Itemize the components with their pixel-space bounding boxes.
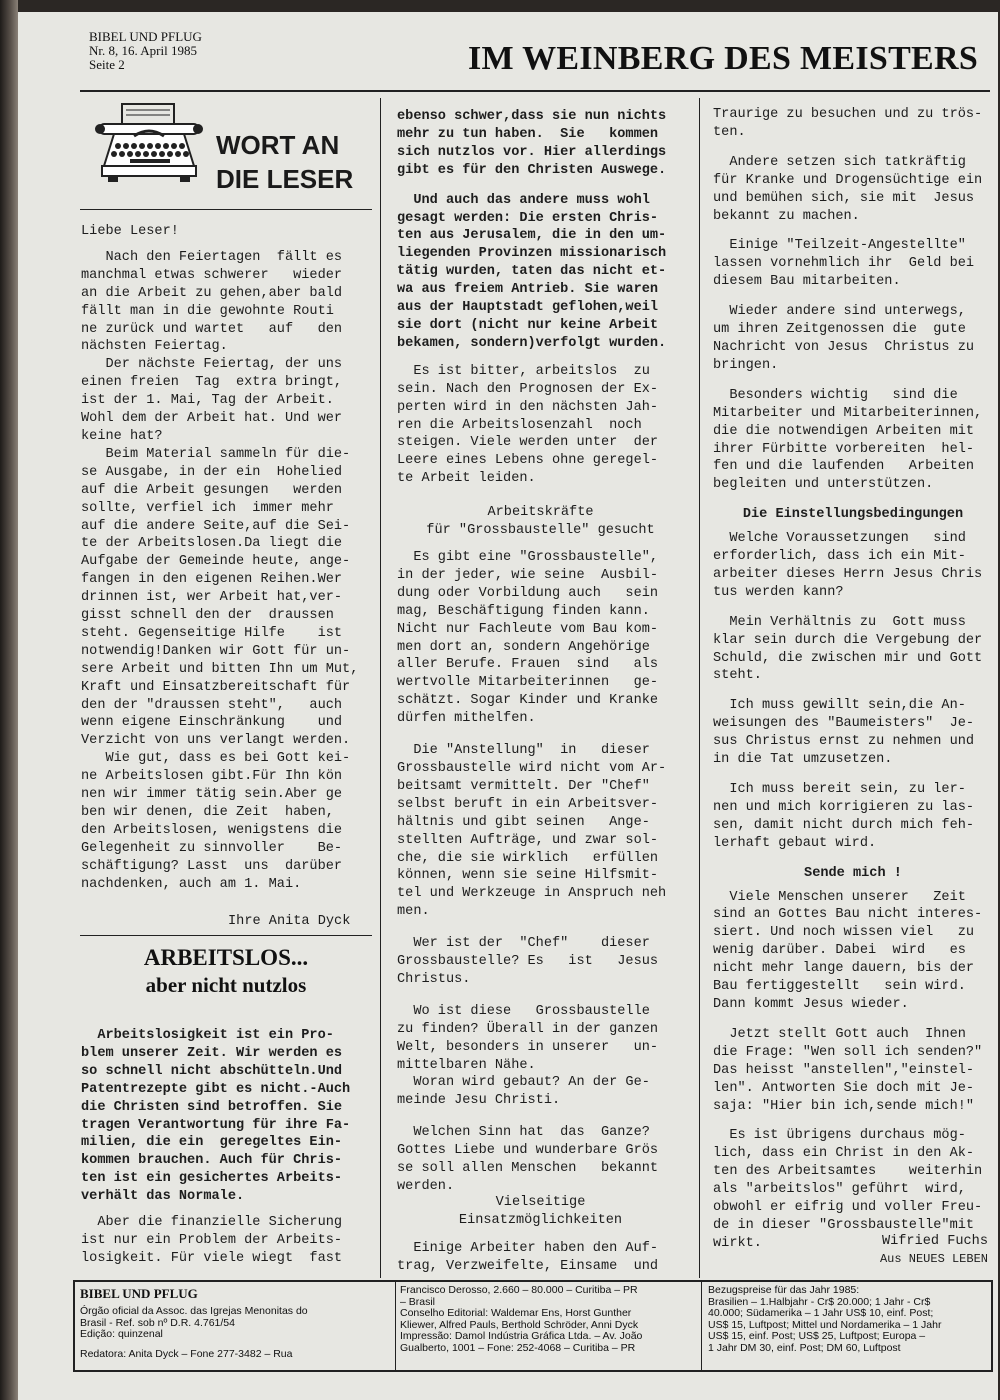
text-line: Christus. (397, 971, 471, 987)
text-line: die Christen sind betroffen. Sie (81, 1099, 343, 1115)
text-line: schäftigung? Lasst uns darüber (81, 858, 343, 874)
text-line: als "arbeitslos" geführt wird, (713, 1182, 966, 1198)
column-3-body (713, 106, 993, 1253)
text-line: Es ist bitter, arbeitslos zu (397, 363, 650, 379)
text-line: se Ausgabe, in der ein Hohelied (81, 464, 343, 480)
text-line: die Frage: "Wen soll ich senden?" (713, 1044, 983, 1060)
imprint-line: Órgão oficial da Assoc. das Igrejas Menonitas do (80, 1305, 308, 1317)
text-line: Mitarbeiter und Mitarbeiterinnen, (713, 405, 983, 421)
text-line: stellten Aufträge, und zwar sol- (397, 832, 659, 848)
text-line: Wohl dem der Arbeit hat. Und wer (81, 411, 343, 427)
text-line: obwohl er eifrig und voller Freu- (713, 1200, 983, 1216)
text-line: perten wird in den nächsten Jah- (397, 399, 659, 415)
text-line: Der nächste Feiertag, der uns (81, 357, 343, 373)
issue-date: Nr. 8, 16. April 1985 (89, 43, 197, 58)
text-line: Grossbaustelle? Es ist Jesus (397, 954, 659, 970)
author-name: Wifried Fuchs (881, 1234, 988, 1249)
text-line: liegenden Provinzen missionarisch (397, 246, 667, 262)
header-rule (80, 90, 990, 92)
text-line: nicht mehr lange dauern, bis der (713, 961, 975, 977)
text-line: Schuld, die zwischen mir und Gott (713, 650, 983, 666)
subheading-einstellung: Die Einstellungsbedingungen (742, 507, 964, 523)
text-line: gesagt werden: Die ersten Chris- (397, 210, 659, 226)
article2-headline (80, 944, 372, 998)
article2-subtitle: aber nicht nutzlos (145, 973, 307, 997)
text-line: steht. (713, 668, 762, 684)
text-line: milien, die ein geregeltes Ein- (81, 1135, 343, 1151)
imprint-left (80, 1286, 308, 1360)
text-line: sen, damit nicht durch mich feh- (713, 817, 975, 833)
text-line: Mein Verhältnis zu Gott muss (713, 614, 966, 630)
text-line: Besonders wichtig sind die (713, 387, 958, 403)
subheading-line: Arbeitskräfte (487, 505, 594, 520)
text-line: Und auch das andere muss wohl (397, 192, 650, 208)
text-line: aller Berufe. Frauen sind als (397, 657, 659, 673)
text-line: auf die andere Seite,auf die Sei- (81, 518, 351, 534)
text-line: Grossbaustelle wird nicht vom Ar- (397, 760, 667, 776)
text-line: weisungen des "Baumeisters" Je- (713, 716, 975, 732)
imprint-line: Impressão: Damol Indústria Gráfica Ltda. – Av. João (400, 1330, 643, 1343)
column-2-body (397, 108, 666, 488)
text-line: men dort an, sondern Angehörige (397, 639, 650, 655)
source-name: Aus NEUES LEBEN (879, 1251, 988, 1266)
text-line: ne Arbeitslosen gibt.Für Ihn kön (81, 769, 343, 785)
masthead-info (89, 30, 202, 72)
text-line: Gottes Liebe und wunderbare Grös (397, 1143, 659, 1159)
text-line: sie dort (nicht nur keine Arbeit (397, 317, 659, 333)
price-line: 1 Jahr DM 30, einf. Post; DM 60, Luftpost (708, 1341, 901, 1354)
editor-signature: Ihre Anita Dyck (228, 914, 351, 929)
text-line: meinde Jesu Christi. (397, 1093, 561, 1109)
text-line: die die notwendigen Arbeiten mit (713, 423, 975, 439)
subheading-sende-mich: Sende mich ! (804, 865, 902, 881)
price-line: US$ 15, einf. Post; US$ 25, Luftpost; Europa – (708, 1330, 926, 1343)
text-line: ten des Arbeitsamtes weiterhin (713, 1164, 983, 1180)
text-line: sollte, verfiel ich immer mehr (81, 500, 334, 516)
text-line: men. (397, 904, 430, 920)
text-line: ihrer Fürbitte vorbereiten hel- (713, 441, 975, 457)
text-line: kommen brauchen. Auch für Chris- (81, 1153, 343, 1169)
imprint-right (708, 1285, 941, 1355)
text-line: bringen. (713, 357, 779, 373)
text-line: gisst schnell den der draussen (81, 608, 334, 624)
text-line: Ich muss gewillt sein,die An- (713, 698, 966, 714)
text-line: sere Arbeit und bitten Ihn um Mut, (81, 661, 359, 677)
text-line: Wieder andere sind unterwegs, (713, 304, 966, 320)
text-line: tel und Werkzeuge in Anspruch neh (397, 886, 667, 902)
text-line: wertvolle Mitarbeiterinnen ge- (397, 675, 659, 691)
imprint-title: BIBEL UND PFLUG (80, 1286, 198, 1301)
text-line: Verzicht von uns verlangt werden. (81, 733, 351, 749)
text-line: Liebe Leser! (81, 224, 179, 239)
text-line: Beim Material sammeln für die- (81, 446, 351, 462)
imprint-divider-2 (701, 1282, 702, 1370)
text-line: nachdenken, auch am 1. Mai. (81, 876, 302, 892)
text-line: losigkeit. Für viele wiegt fast (81, 1250, 343, 1266)
text-line: ne zurück und wartet auf den (81, 321, 343, 337)
subheading-line: für "Grossbaustelle" gesucht (426, 522, 655, 538)
price-line: Brasilien – 1.Halbjahr - Cr$ 20.000; 1 Jahr - Cr$ (708, 1295, 931, 1308)
text-line: Die "Anstellung" in dieser (397, 743, 650, 759)
text-line: che, die sie wirklich erfüllen (397, 850, 659, 866)
masthead-name: BIBEL UND PFLUG (89, 29, 202, 44)
text-line: Andere setzen sich tatkräftig (713, 154, 966, 170)
text-line: Einige Arbeiter haben den Auf- (397, 1241, 659, 1256)
text-line: nächsten Feiertag. (81, 339, 228, 355)
imprint-divider-1 (395, 1282, 396, 1370)
page-number: Seite 2 (89, 57, 125, 72)
text-line: nen wir immer tätig sein.Aber ge (81, 787, 343, 803)
text-line: te der Arbeitslosen.Da liegt die (81, 536, 343, 552)
price-line: Bezugspreise für das Jahr 1985: (708, 1284, 860, 1296)
imprint-line: Conselho Editorial: Waldemar Ens, Horst Gunther (400, 1307, 632, 1320)
text-line: erforderlich, dass ich ein Mit- (713, 549, 966, 565)
headline-line-1: WORT AN (216, 130, 340, 160)
text-line: Es ist übrigens durchaus mög- (713, 1128, 966, 1144)
text-line: Gelegenheit zu sinnvoller Be- (81, 840, 343, 856)
article-headline (216, 128, 353, 196)
text-line: Einige "Teilzeit-Angestellte" (713, 238, 966, 254)
text-line: Welche Voraussetzungen sind (713, 531, 966, 547)
text-line: se soll allen Menschen bekannt (397, 1161, 659, 1177)
text-line: begleiten und unterstützen. (713, 477, 934, 493)
text-line: auf die Arbeit gesungen werden (81, 482, 343, 498)
text-line: selbst beruft in ein Arbeitsver- (397, 796, 659, 812)
wort-an-die-leser-body (81, 223, 376, 894)
text-line: Aber die finanzielle Sicherung (81, 1215, 343, 1231)
text-line: ebenso schwer,dass sie nun nichts (397, 109, 667, 124)
text-line: mag, Beschäftigung finden kann. (397, 603, 650, 619)
column-rule-1 (380, 98, 381, 1278)
text-line: steht. Gegenseitige Hilfe ist (81, 625, 343, 641)
text-line: werden. (397, 1179, 455, 1194)
headline-line-2: DIE LESER (216, 164, 354, 194)
text-line: sich nutzlos vor. Hier allerdings (397, 144, 667, 160)
imprint-middle (400, 1285, 642, 1355)
text-line: für Kranke und Drogensüchtige ein (713, 172, 983, 188)
subheading-einsatz (388, 1194, 693, 1230)
author-block (878, 1233, 988, 1269)
text-line: aus der Hauptstadt geflohen,weil (397, 300, 659, 316)
text-line: Welt, besonders in unserer un- (397, 1039, 659, 1055)
price-line: US$ 15, Luftpost; Mittel und Nordamerika – 1 Jahr (708, 1318, 942, 1331)
text-line: Welchen Sinn hat das Ganze? (397, 1125, 650, 1141)
text-line: ben wir denen, die Zeit haben, (81, 805, 334, 820)
text-line: wa aus freiem Antrieb. Sie waren (397, 282, 659, 298)
text-line: Viele Menschen unserer Zeit (713, 889, 966, 905)
text-line: Bau fertiggestellt sein wird. (713, 979, 966, 995)
text-line: ren die Arbeitslosenzahl noch (397, 417, 642, 433)
text-line: saja: "Hier bin ich,sende mich!" (713, 1098, 975, 1114)
text-line: Es gibt eine "Grossbaustelle", (397, 550, 659, 565)
text-line: Ich muss bereit sein, zu ler- (713, 782, 966, 797)
text-line: te Arbeit leiden. (397, 471, 536, 487)
text-line: wenig darüber. Dabei wird es (713, 943, 966, 959)
text-line: lassen vornehmlich ihr Geld bei (713, 256, 975, 272)
text-line: bekamen, sondern)verfolgt wurden. (397, 335, 667, 351)
text-line: fällt man in die gewohnte Routi (81, 303, 334, 319)
text-line: Patentrezepte gibt es nicht.-Auch (81, 1081, 351, 1097)
text-line: manchmal etwas schwerer wieder (81, 267, 343, 283)
text-line: bekannt zu machen. (713, 208, 860, 224)
text-line: dung oder Vorbildung auch sein (397, 585, 659, 601)
text-line: Wo ist diese Grossbaustelle (397, 1003, 650, 1019)
text-line: beitsamt vermittelt. Der "Chef" (397, 778, 650, 794)
text-line: Leere eines Lebens ohne geregel- (397, 453, 659, 469)
text-line: fen und die laufenden Arbeiten (713, 459, 975, 475)
article-separator-rule (80, 935, 372, 936)
text-line: verhält das Normale. (81, 1189, 245, 1205)
text-line: Nachricht von Jesus Christus zu (713, 339, 975, 355)
imprint-line: Edição: quinzenal (80, 1328, 163, 1341)
text-line: zu finden? Überall in der ganzen (397, 1021, 659, 1037)
text-line: lich, dass ein Christ in den Ak- (713, 1146, 975, 1162)
subheading-line: Einsatzmöglichkeiten (458, 1212, 623, 1228)
text-line: in der jeder, wie seine Ausbil- (397, 567, 659, 583)
text-line: einen freien Tag extra bringt, (81, 375, 343, 391)
text-line: ten ist ein gesichertes Arbeits- (81, 1171, 343, 1187)
subheading-line: Vielseitige (495, 1195, 586, 1210)
text-line: sus Christus ernst zu nehmen und (713, 734, 975, 750)
text-line: wirkt. (713, 1235, 762, 1251)
text-line: Woran wird gebaut? An der Ge- (397, 1075, 650, 1091)
text-line: und bemühen sich, sie mit Jesus (713, 190, 975, 206)
text-line: tus werden kann? (713, 584, 844, 600)
text-line: an die Arbeit zu gehen,aber bald (81, 285, 343, 301)
imprint-line: Francisco Derosso, 2.660 – 80.000 – Curitiba – PR (400, 1284, 638, 1296)
text-line: in die Tat umzusetzen. (713, 752, 893, 768)
text-line: Nicht nur Fachleute vom Bau kom- (397, 621, 659, 637)
text-line: hältnis und gibt seinen Ange- (397, 814, 650, 830)
text-line: Dann kommt Jesus wieder. (713, 996, 909, 1012)
typewriter-icon (94, 100, 204, 191)
imprint-line: Brasil - Ref. sob nº D.R. 4.761/54 (80, 1316, 235, 1329)
page-title: IM WEINBERG DES MEISTERS (468, 40, 979, 77)
text-line: den Arbeitslosen, wenigstens die (81, 822, 343, 838)
text-line: klar sein durch die Vergebung der (713, 632, 983, 648)
text-line: sind an Gottes Bau nicht interes- (713, 907, 983, 923)
text-line: drinnen ist, wer Arbeit hat,ver- (81, 590, 343, 606)
text-line: Wie gut, dass es bei Gott kei- (81, 751, 351, 767)
text-line: ist nur ein Problem der Arbeits- (81, 1232, 343, 1248)
text-line: Jetzt stellt Gott auch Ihnen (713, 1026, 966, 1042)
imprint-line: Redatora: Anita Dyck – Fone 277-3482 – Rua (80, 1347, 293, 1360)
subheading-arbeitskraefte (388, 504, 693, 540)
text-line: Das heisst "anstellen","einstel- (713, 1062, 975, 1078)
text-line: ten. (713, 124, 746, 140)
column-2-body-b (397, 549, 666, 1196)
article2-title: ARBEITSLOS... (143, 945, 309, 970)
text-line: ten aus Jerusalem, die in den um- (397, 228, 667, 244)
newspaper-page (18, 12, 998, 1400)
text-line: ist der 1. Mai, Tag der Arbeit. (81, 393, 334, 409)
text-line: Aufgabe der Gemeinde heute, ange- (81, 554, 351, 570)
headline-rule (80, 209, 372, 210)
text-line: keine hat? (81, 428, 163, 444)
text-line: siert. Und noch wissen viel zu (713, 925, 975, 941)
text-line: tragen Verantwortung für ihre Fa- (81, 1117, 351, 1133)
price-line: 40.000; Südamerika – 1 Jahr US$ 10, einf. Post; (708, 1307, 934, 1320)
text-line: steigen. Viele werden unter der (397, 435, 659, 451)
text-line: gibt es für den Christen Auswege. (397, 162, 667, 178)
text-line: nen und mich korrigieren zu las- (713, 799, 975, 815)
text-line: so schnell nicht abschütteln.Und (81, 1063, 343, 1079)
text-line: mittelbaren Nähe. (397, 1057, 536, 1073)
text-line: tätig wurden, taten das nicht et- (397, 264, 667, 280)
column-2-body-c (397, 1240, 658, 1276)
imprint-line: – Brasil (400, 1295, 436, 1308)
text-line: dürfen mithelfen. (397, 711, 536, 727)
text-line: blem unserer Zeit. Wir werden es (81, 1045, 343, 1061)
text-line: Traurige zu besuchen und zu trös- (713, 107, 983, 122)
text-line: Kraft und Einsatzbereitschaft für (81, 679, 351, 695)
book-binding-edge (0, 0, 18, 1400)
text-line: Wer ist der "Chef" dieser (397, 936, 650, 952)
text-line: diesem Bau mitarbeiten. (713, 274, 901, 290)
column-rule-2 (699, 98, 700, 1278)
text-line: notwendig!Danken wir Gott für un- (81, 643, 351, 659)
imprint-line: Kliewer, Alfred Pauls, Berthold Schröder, Anni Dyck (400, 1318, 639, 1331)
text-line: fangen in den eigenen Reihen.Wer (81, 572, 343, 588)
article2-body (81, 1027, 350, 1268)
text-line: len". Antworten Sie doch mit Je- (713, 1080, 975, 1096)
text-line: Arbeitslosigkeit ist ein Pro- (81, 1028, 334, 1043)
text-line: schätzt. Sogar Kinder und Kranke (397, 693, 659, 709)
text-line: arbeiter dieses Herrn Jesus Chris (713, 566, 983, 582)
text-line: lerhaft gebaut wird. (713, 835, 877, 851)
imprint-line: Gualberto, 1001 – Fone: 252-4068 – Curitiba – PR (400, 1341, 636, 1354)
text-line: trag, Verzweifelte, Einsame und (397, 1258, 659, 1274)
text-line: können, wenn sie seine Hilfsmit- (397, 868, 659, 884)
text-line: Nach den Feiertagen fällt es (81, 249, 343, 265)
text-line: mehr zu tun haben. Sie kommen (397, 126, 659, 142)
text-line: um ihren Zeitgenossen die gute (713, 322, 966, 338)
text-line: de in dieser "Grossbaustelle"mit (713, 1217, 975, 1233)
text-line: sein. Nach den Prognosen der Ex- (397, 381, 659, 397)
text-line: wenn eigene Einschränkung und (81, 715, 343, 731)
text-line: den der "draussen steht", auch (81, 697, 343, 713)
